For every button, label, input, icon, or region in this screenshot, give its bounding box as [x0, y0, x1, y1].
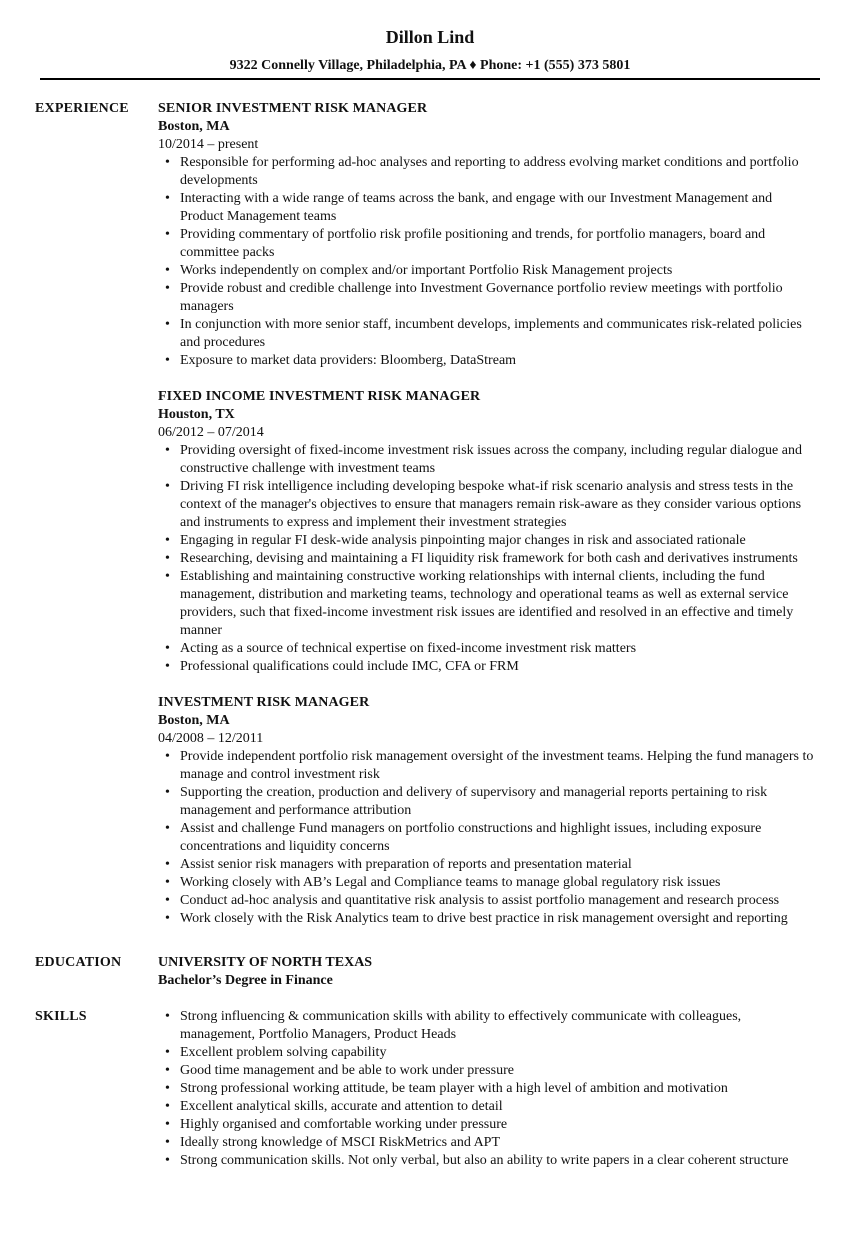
job-bullet: • Interacting with a wide range of teams across the bank, and engage with our Investment Management and Product Management teams: [180, 190, 818, 226]
skills-list: [158, 1008, 818, 1170]
experience-section: [0, 90, 860, 928]
experience-label: EXPERIENCE: [35, 101, 129, 116]
candidate-name: Dillon Lind: [385, 27, 475, 47]
job-location: Boston, MA: [158, 713, 230, 728]
skill-item: • Excellent problem solving capability: [180, 1044, 818, 1062]
job-bullet-list: [158, 442, 818, 676]
job-bullet-list: [158, 748, 818, 928]
job-bullet: • Supporting the creation, production and delivery of supervisory and managerial reports pertaining to risk management and performance attribution: [180, 784, 818, 820]
skills-label: SKILLS: [35, 1009, 87, 1024]
job-title: INVESTMENT RISK MANAGER: [158, 695, 370, 710]
school-name: UNIVERSITY OF NORTH TEXAS: [158, 955, 373, 970]
header-divider: [40, 78, 820, 80]
experience-list: [158, 90, 818, 928]
skill-item: • Ideally strong knowledge of MSCI RiskMetrics and APT: [180, 1134, 818, 1152]
job-bullet: • In conjunction with more senior staff, incumbent develops, implements and communicates risk-related policies and procedures: [180, 316, 818, 352]
skill-item: • Good time management and be able to work under pressure: [180, 1062, 818, 1080]
job-bullet: • Responsible for performing ad-hoc analyses and reporting to address evolving market conditions and portfolio developments: [180, 154, 818, 190]
job-bullet: • Works independently on complex and/or important Portfolio Risk Management projects: [180, 262, 818, 280]
job-bullet: • Acting as a source of technical expertise on fixed-income investment risk matters: [180, 640, 818, 658]
job-location: Boston, MA: [158, 119, 230, 134]
job-bullet-list: [158, 154, 818, 370]
contact-line: 9322 Connelly Village, Philadelphia, PA ♦ Phone: +1 (555) 373 5801: [229, 58, 631, 73]
job-location: Houston, TX: [158, 407, 235, 422]
job-bullet: • Provide robust and credible challenge into Investment Governance portfolio review meetings with portfolio managers: [180, 280, 818, 316]
job-bullet: • Provide independent portfolio risk management oversight of the investment teams. Helping the fund managers to manage and control investment risk: [180, 748, 818, 784]
job-bullet: • Researching, devising and maintaining a FI liquidity risk framework for both cash and derivatives instruments: [180, 550, 818, 568]
skill-item: • Strong communication skills. Not only verbal, but also an ability to write papers in a clear coherent structure: [180, 1152, 818, 1170]
job-bullet: • Establishing and maintaining constructive working relationships with internal clients, including the fund management, distribution and marketing teams, technology and operational teams as well as external service providers, such that fixed-income investment risk issues are identified and resolved in an effective and timely manner: [180, 568, 818, 640]
job-bullet: • Professional qualifications could include IMC, CFA or FRM: [180, 658, 818, 676]
job-entry: [158, 676, 818, 928]
resume-header: [0, 0, 860, 75]
education-body: [158, 954, 818, 990]
job-bullet: • Assist and challenge Fund managers on portfolio constructions and highlight issues, including exposure concentrations and liquidity concerns: [180, 820, 818, 856]
job-bullet: • Working closely with AB’s Legal and Compliance teams to manage global regulatory risk issues: [180, 874, 818, 892]
job-bullet: • Conduct ad-hoc analysis and quantitative risk analysis to assist portfolio management and research process: [180, 892, 818, 910]
job-entry: [158, 370, 818, 676]
degree-name: Bachelor’s Degree in Finance: [158, 973, 333, 988]
skill-item: • Highly organised and comfortable working under pressure: [180, 1116, 818, 1134]
job-bullet: • Assist senior risk managers with preparation of reports and presentation material: [180, 856, 818, 874]
education-label: EDUCATION: [35, 955, 122, 970]
job-bullet: • Providing commentary of portfolio risk profile positioning and trends, for portfolio managers, board and committee packs: [180, 226, 818, 262]
job-bullet: • Exposure to market data providers: Bloomberg, DataStream: [180, 352, 818, 370]
job-bullet: • Providing oversight of fixed-income investment risk issues across the company, including regular dialogue and constructive challenge with investment teams: [180, 442, 818, 478]
job-title: FIXED INCOME INVESTMENT RISK MANAGER: [158, 389, 481, 404]
job-dates: 10/2014 – present: [158, 137, 259, 152]
skills-body: [158, 1008, 818, 1170]
job-dates: 06/2012 – 07/2014: [158, 425, 264, 440]
skill-item: • Excellent analytical skills, accurate and attention to detail: [180, 1098, 818, 1116]
skill-item: • Strong influencing & communication skills with ability to effectively communicate with colleagues, management, Portfolio Managers, Product Heads: [180, 1008, 818, 1044]
job-title: SENIOR INVESTMENT RISK MANAGER: [158, 101, 428, 116]
job-entry: [158, 90, 818, 370]
job-bullet: • Driving FI risk intelligence including developing bespoke what-if risk scenario analysis and stress tests in the context of the manager's objectives to ensure that managers remain risk-aware as they consider various options and instruments to express and implement their investment strategies: [180, 478, 818, 532]
job-bullet: • Engaging in regular FI desk-wide analysis pinpointing major changes in risk and associated rationale: [180, 532, 818, 550]
skill-item: • Strong professional working attitude, be team player with a high level of ambition and motivation: [180, 1080, 818, 1098]
skills-section: [0, 1008, 860, 1170]
job-dates: 04/2008 – 12/2011: [158, 731, 264, 746]
job-bullet: • Work closely with the Risk Analytics team to drive best practice in risk management oversight and reporting: [180, 910, 818, 928]
education-section: [0, 954, 860, 990]
